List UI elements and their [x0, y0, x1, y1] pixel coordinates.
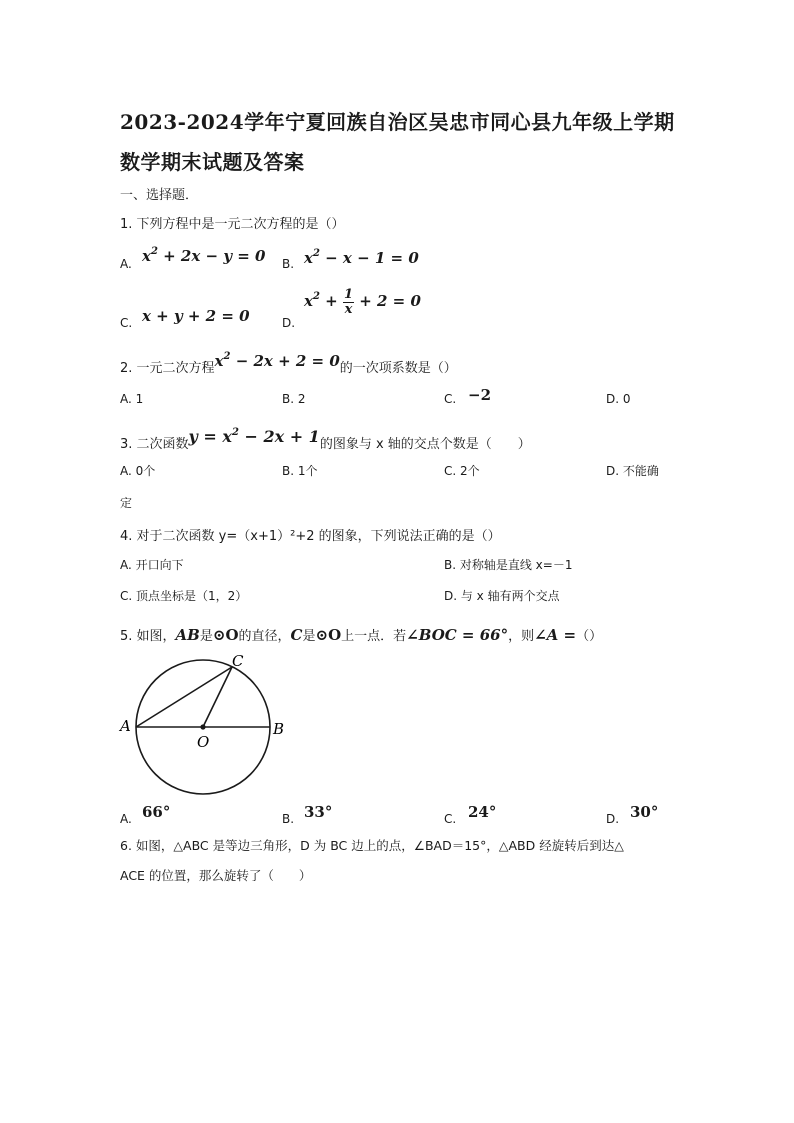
- q3-stem: 3. 二次函数$y = x^2 - 2x + 1$的图象与 x 轴的交点个数是（ ）: [120, 427, 531, 452]
- document-title-line2: 数学期末试题及答案: [120, 150, 305, 174]
- q1-option-a-expr: $x^2 + 2x - y = 0$: [142, 246, 266, 265]
- q3-option-b: B. 1个: [282, 464, 318, 478]
- q5-option-a-label: A.: [120, 812, 132, 826]
- label-b: B: [273, 720, 285, 738]
- q5-option-d-label: D.: [606, 812, 620, 826]
- q6-stem-line1: 6. 如图，△ABC 是等边三角形，D 为 BC 边上的点，∠BAD＝15°，△ABD 经旋转后到达△: [120, 838, 624, 853]
- q1-option-c-expr: x + y + 2 = 0: [142, 307, 250, 325]
- q4-option-a: A. 开口向下: [120, 558, 184, 572]
- label-c: C: [232, 652, 244, 670]
- q2-option-d: D. 0: [606, 392, 631, 406]
- document-title-line1: 2023-2024学年宁夏回族自治区吴忠市同心县九年级上学期: [120, 110, 675, 134]
- label-o: O: [197, 733, 210, 751]
- q3-option-c: C. 2个: [444, 464, 480, 478]
- q1-option-a-label: A.: [120, 257, 132, 271]
- q1-stem: 1. 下列方程中是一元二次方程的是（）: [120, 217, 345, 232]
- q4-option-d: D. 与 x 轴有两个交点: [444, 589, 560, 603]
- q3-option-d: D. 不能确: [606, 464, 659, 478]
- q4-option-c: C. 顶点坐标是（1，2）: [120, 589, 248, 603]
- q6-stem-line2: ACE 的位置，那么旋转了（ ）: [120, 868, 312, 883]
- q5-option-c-value: 24°: [468, 803, 497, 821]
- q2-option-a: A. 1: [120, 392, 144, 406]
- q1-option-b-expr: $x^2 - x - 1 = 0$: [304, 248, 419, 267]
- q2-option-c-label: C.: [444, 392, 457, 406]
- q1-option-c-label: C.: [120, 316, 133, 330]
- q5-option-a-value: 66°: [142, 803, 171, 821]
- q2-option-c-expr: −2: [468, 386, 492, 404]
- q2-stem: 2. 一元二次方程$x^2 - 2x + 2 = 0$的一次项系数是（）: [120, 351, 457, 376]
- q5-option-b-value: 33°: [304, 803, 333, 821]
- q5-option-b-label: B.: [282, 812, 295, 826]
- label-a: A: [120, 717, 131, 735]
- center-point-o: [200, 724, 205, 729]
- q5-circle-figure: [110, 650, 300, 800]
- q1-option-b-label: B.: [282, 257, 295, 271]
- q2-option-b: B. 2: [282, 392, 306, 406]
- q5-option-c-label: C.: [444, 812, 457, 826]
- q3-option-d-continued: 定: [120, 496, 133, 510]
- q1-option-d-label: D.: [282, 316, 296, 330]
- q5-stem: 5. 如图，AB是⊙O的直径，C是⊙O上一点．若∠BOC = 66°，则∠A =（）: [120, 626, 603, 644]
- q4-option-b: B. 对称轴是直线 x=－1: [444, 558, 573, 572]
- q5-option-d-value: 30°: [630, 803, 659, 821]
- q4-stem: 4. 对于二次函数 y=（x+1）²+2 的图象，下列说法正确的是（）: [120, 529, 501, 544]
- section-heading: 一、选择题．: [120, 188, 199, 203]
- q3-option-a: A. 0个: [120, 464, 156, 478]
- q1-option-d-expr: $x^2$ + $\frac{1}{x}$ + 2 = 0: [304, 287, 421, 317]
